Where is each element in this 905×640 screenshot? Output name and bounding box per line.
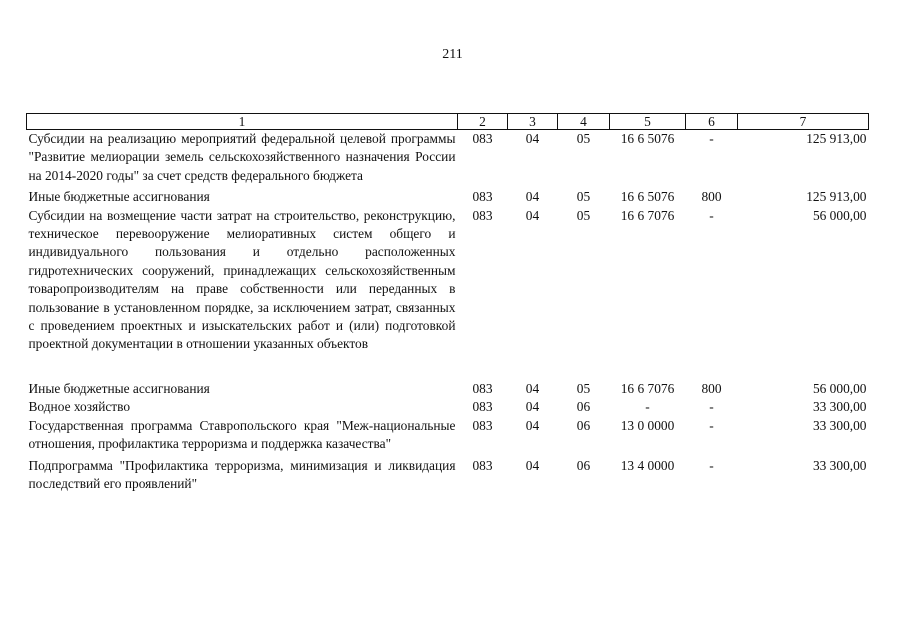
row-amount: 56 000,00 bbox=[812, 380, 867, 396]
column-header-3: 3 bbox=[508, 114, 558, 130]
row-col-2: 083 bbox=[472, 399, 493, 415]
column-header-6: 6 bbox=[686, 114, 738, 130]
row-col-6: - bbox=[709, 399, 714, 415]
row-amount: 56 000,00 bbox=[812, 207, 867, 223]
table-row bbox=[27, 380, 869, 398]
row-description: Водное хозяйство bbox=[28, 399, 131, 415]
row-col-2: 083 bbox=[472, 380, 493, 396]
row-description: Государственная программа Ставропольского края "Меж-национальные отношения, профилактика терроризма и поддержка казачества" bbox=[28, 417, 456, 452]
table-row bbox=[27, 188, 869, 206]
row-description: Иные бюджетные ассигнования bbox=[28, 380, 210, 396]
row-col-4: 06 bbox=[576, 417, 591, 433]
row-col-3: 04 bbox=[525, 131, 540, 146]
row-col-6: 800 bbox=[701, 380, 722, 396]
row-description: Субсидии на реализацию мероприятий федеральной целевой программы "Развитие мелиорации земель сельскохозяйственного назначения России на 2014-2020 годы" за счет средств федерального бюджета bbox=[28, 131, 456, 183]
row-amount: 33 300,00 bbox=[812, 417, 867, 433]
row-col-6: - bbox=[709, 457, 714, 473]
table-row bbox=[27, 398, 869, 416]
row-amount: 125 913,00 bbox=[806, 131, 867, 146]
column-header-2: 2 bbox=[458, 114, 508, 130]
row-col-2: 083 bbox=[472, 207, 493, 223]
row-col-3: 04 bbox=[525, 457, 540, 473]
blank-spacer-row bbox=[27, 354, 869, 380]
row-col-4: 05 bbox=[576, 189, 591, 205]
row-col-6: 800 bbox=[701, 189, 722, 205]
row-col-5: 16 6 5076 bbox=[620, 189, 675, 205]
row-col-3: 04 bbox=[525, 207, 540, 223]
row-col-5: 13 0 0000 bbox=[620, 417, 675, 433]
row-col-4: 06 bbox=[576, 399, 591, 415]
table-row bbox=[27, 207, 869, 354]
table-row bbox=[27, 130, 869, 189]
row-col-4: 05 bbox=[576, 380, 591, 396]
row-col-5: 16 6 5076 bbox=[620, 131, 675, 146]
row-col-6: - bbox=[709, 417, 714, 433]
row-col-3: 04 bbox=[525, 399, 540, 415]
column-header-1: 1 bbox=[27, 114, 458, 130]
row-col-4: 05 bbox=[576, 207, 591, 223]
row-description: Иные бюджетные ассигнования bbox=[28, 189, 210, 205]
row-col-4: 06 bbox=[576, 457, 591, 473]
table-row bbox=[27, 417, 869, 457]
row-amount: 125 913,00 bbox=[806, 189, 867, 205]
row-col-3: 04 bbox=[525, 189, 540, 205]
row-col-6: - bbox=[709, 207, 714, 223]
row-col-5: 13 4 0000 bbox=[620, 457, 675, 473]
row-col-5: 16 6 7076 bbox=[620, 380, 675, 396]
row-amount: 33 300,00 bbox=[812, 457, 867, 473]
column-header-7: 7 bbox=[738, 114, 869, 130]
row-col-4: 05 bbox=[576, 131, 591, 146]
row-col-5: 16 6 7076 bbox=[620, 207, 675, 223]
row-col-2: 083 bbox=[472, 457, 493, 473]
budget-table bbox=[26, 113, 869, 493]
column-header-5: 5 bbox=[610, 114, 686, 130]
row-col-5: - bbox=[645, 399, 650, 415]
page-number: 211 bbox=[442, 47, 463, 62]
row-description: Субсидии на возмещение части затрат на строительство, реконструкцию, техническое перевооружение мелиоративных систем общего и индивидуального пользования и отдельно расположенных гидротехнических сооружений, принадлежащих сельскохозяйственным товаропроизводителям на праве собственности или переданных в пользование в установленном порядке, за исключением затрат, связанных с проведением проектных и изыскательских работ и (или) подготовкой проектной документации в отношении указанных объектов bbox=[28, 207, 456, 352]
row-description: Подпрограмма "Профилактика терроризма, минимизация и ликвидация последствий его проявлений" bbox=[28, 457, 456, 491]
row-col-6: - bbox=[709, 131, 714, 146]
table-row bbox=[27, 457, 869, 494]
row-col-3: 04 bbox=[525, 380, 540, 396]
row-col-2: 083 bbox=[472, 417, 493, 433]
row-amount: 33 300,00 bbox=[812, 399, 867, 415]
row-col-3: 04 bbox=[525, 417, 540, 433]
column-header-4: 4 bbox=[558, 114, 610, 130]
row-col-2: 083 bbox=[472, 189, 493, 205]
row-col-2: 083 bbox=[472, 131, 493, 146]
table-header-row bbox=[27, 114, 869, 130]
